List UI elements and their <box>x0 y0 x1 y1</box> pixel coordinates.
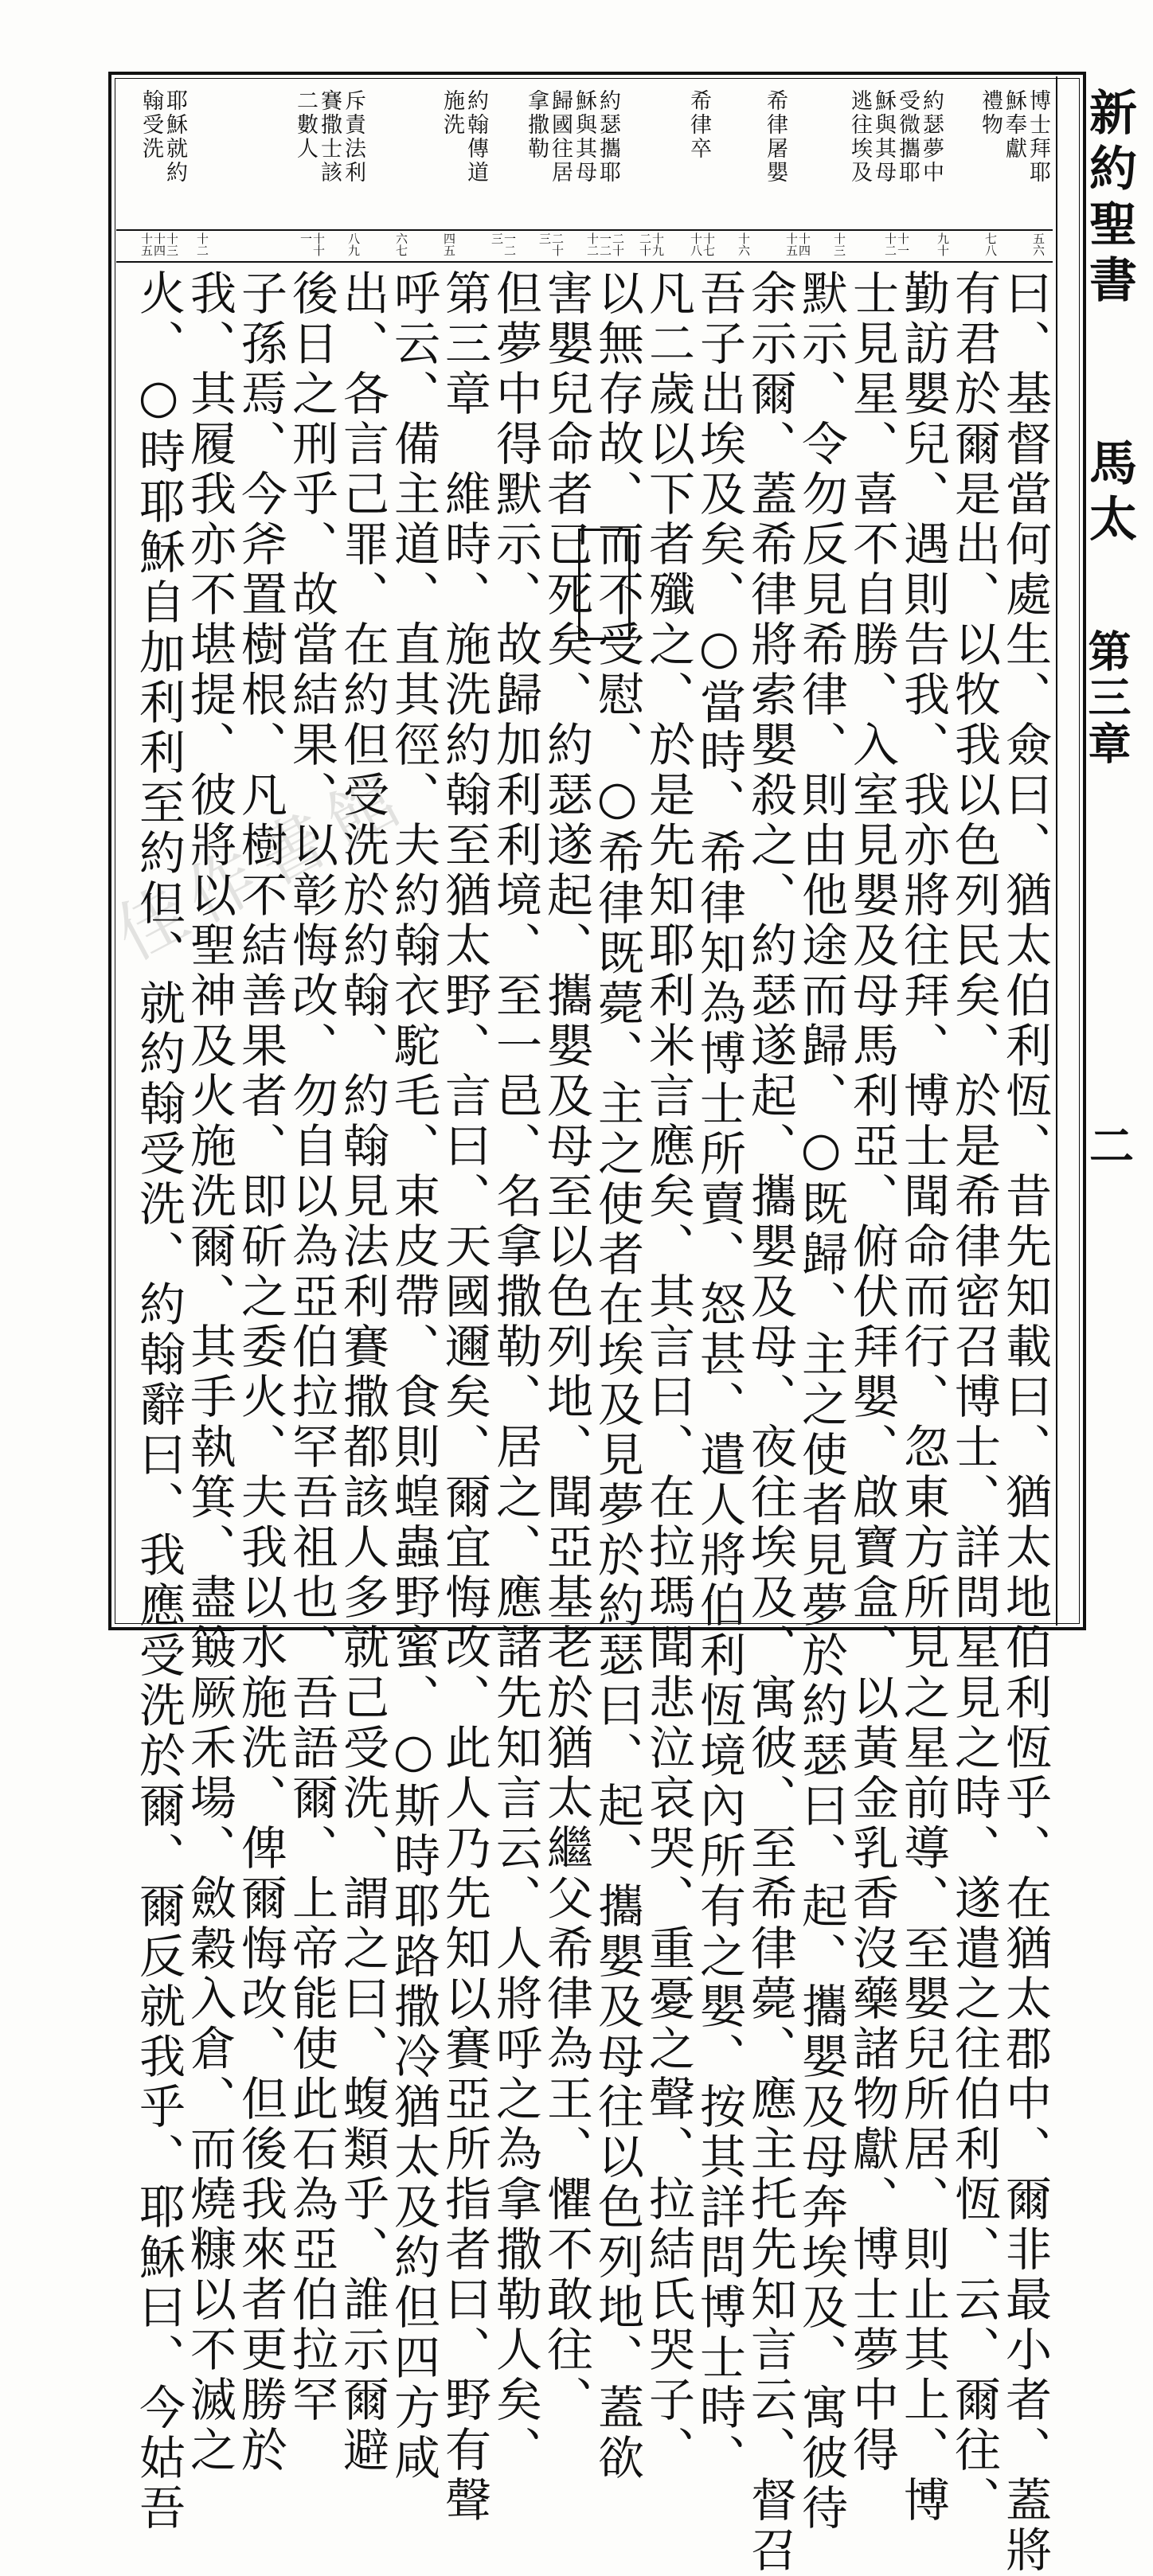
text-column: 害嬰兒命者已死矣、約瑟遂起、攜嬰及母至以色列地、聞亞基老於猶太繼父希律為王、懼不敢往、 <box>539 269 593 2426</box>
text-column: 呼云、備主道、直其徑、夫約翰衣駝毛、束皮帶、食則蝗蟲野蜜、○斯時耶路撒冷猶太及約但四方咸 <box>386 269 440 2484</box>
text-column: 吾子出埃及矣、○當時、希律知為博士所賣、怒甚、遣人將伯利恆境內所有之嬰、按其詳問博士時、 <box>692 269 746 2484</box>
book-title: 新約聖書 <box>1081 88 1137 310</box>
headnotes-region <box>116 80 1053 231</box>
headnote: 斥責法利 賽撒士該 二數人 <box>293 89 365 185</box>
verse-ref: 五六 <box>1031 232 1046 256</box>
headnote: 約瑟夢中 受微攜耶 穌與其母 逃往埃及 <box>847 89 944 185</box>
verse-ref: 十三 <box>832 232 846 256</box>
verse-ref: 四五 <box>442 232 456 256</box>
verse-ref: 六七 <box>394 232 408 256</box>
text-column: 有君於爾是出、以牧我以色列民矣、於是希律密召博士、詳問星見之時、遂遣之往伯利恆、云、爾往、 <box>947 269 1001 2526</box>
headnote: 希律屠嬰 <box>763 89 788 185</box>
verse-ref: 二十三 <box>537 232 565 256</box>
headnote: 約瑟攜耶 穌與其母 歸國往居 拿撒勒 <box>524 89 620 185</box>
verse-ref: 十六 <box>737 232 751 256</box>
verse-ref: 十三十四十五 <box>139 232 179 256</box>
text-column: 曰、基督當何處生、僉曰、猶太伯利恆、昔先知載曰、猶太地伯利恆乎、在猶太郡中、爾非最小者、蓋將 <box>998 269 1052 2576</box>
verse-ref: 七八 <box>983 232 998 256</box>
verse-ref: 一二三 <box>490 232 517 256</box>
text-column: 凡二歲以下者殲之、於是先知耶利米言應矣、其言曰、在拉瑪聞悲泣哀哭、重憂之聲、拉結氏哭子、 <box>641 269 695 2476</box>
chapter-label: 第三章 <box>1081 629 1132 767</box>
watermark: 佳作書館 <box>103 755 422 976</box>
verse-reference-band <box>116 231 1053 263</box>
headnote: 約翰傳道 施洗 <box>440 89 488 185</box>
verse-ref: 十九二十 <box>638 232 665 256</box>
text-column: 余示爾、蓋希律將索嬰殺之、約瑟遂起、攜嬰及母、夜往埃及、寓彼、至希律薨、應主托先知言云、督召 <box>743 269 797 2576</box>
verse-ref: 十七十八 <box>689 232 716 256</box>
headnote: 耶穌就約 翰受洗 <box>139 89 187 185</box>
text-column: 默示、令勿反見希律、則由他途而歸、○既歸、主之使者見夢於約瑟曰、起、攜嬰及母奔埃及、寓彼待 <box>794 269 848 2534</box>
text-column: 我、其履我亦不堪提、彼將以聖神及火施洗爾、其手執箕、盡簸厥禾場、斂穀入倉、而燒糠以不滅之 <box>182 269 236 2476</box>
scripture-text <box>119 266 1053 2576</box>
verse-ref: 八九 <box>346 232 361 256</box>
verse-ref: 二十一二十二 <box>585 232 625 256</box>
text-column: 後日之刑乎、故當結果、以彰悔改、勿自以為亞伯拉罕吾祖也、吾語爾、上帝能使此石為亞伯拉罕 <box>284 269 338 2426</box>
verse-ref: 九十 <box>936 232 950 256</box>
text-column: 但夢中得默示、故歸加利利境、至一邑、名拿撒勒、居之、應諸先知言云、人將呼之為拿撒勒人矣、 <box>488 269 542 2476</box>
verse-ref: 十一十二 <box>883 232 910 256</box>
text-column: 勤訪嬰兒、遇則告我、我亦將往拜、博士聞命而行、忽東方所見之星前導、至嬰兒所居、則止其上、博 <box>896 269 950 2526</box>
page-number: 二 <box>1082 1122 1135 1167</box>
verse-ref: 十二 <box>195 232 209 256</box>
headnote: 博士拜耶 穌奉獻 禮物 <box>978 89 1050 185</box>
text-column: 第三章 維時、施洗約翰至猶太野、言曰、天國邇矣、爾宜悔改、此人乃先知以賽亞所指者曰、野有聲 <box>437 269 491 2526</box>
verse-ref: 十四十五 <box>784 232 811 256</box>
text-column: 火、○時耶穌自加利利至約但、就約翰受洗、約翰辭曰、我應受洗於爾、爾反就我乎、耶穌曰、今姑吾 <box>131 269 186 2534</box>
verse-ref: 十十一 <box>299 232 326 256</box>
text-column: 以無存故、而不受慰、○希律既薨、主之使者在埃及見夢於約瑟曰、起、攜嬰及母往以色列地、蓋欲 <box>590 269 644 2484</box>
text-column: 士見星、喜不自勝、入室見嬰及母馬利亞、俯伏拜嬰、啟寶盒、以黃金乳香沒藥諸物獻、博士夢中得 <box>845 269 899 2476</box>
book-name: 馬太 <box>1081 438 1137 549</box>
headnote: 希律卒 <box>686 89 711 161</box>
text-column: 子孫焉、今斧置樹根、凡樹不結善果者、即斫之委火、夫我以水施洗、俾爾悔改、但後我來者更勝於 <box>233 269 287 2476</box>
text-column: 出、各言己罪、在約但受洗於約翰、約翰見法利賽撒都該人多就己受洗、謂之曰、蝮類乎、誰示爾避 <box>335 269 389 2476</box>
